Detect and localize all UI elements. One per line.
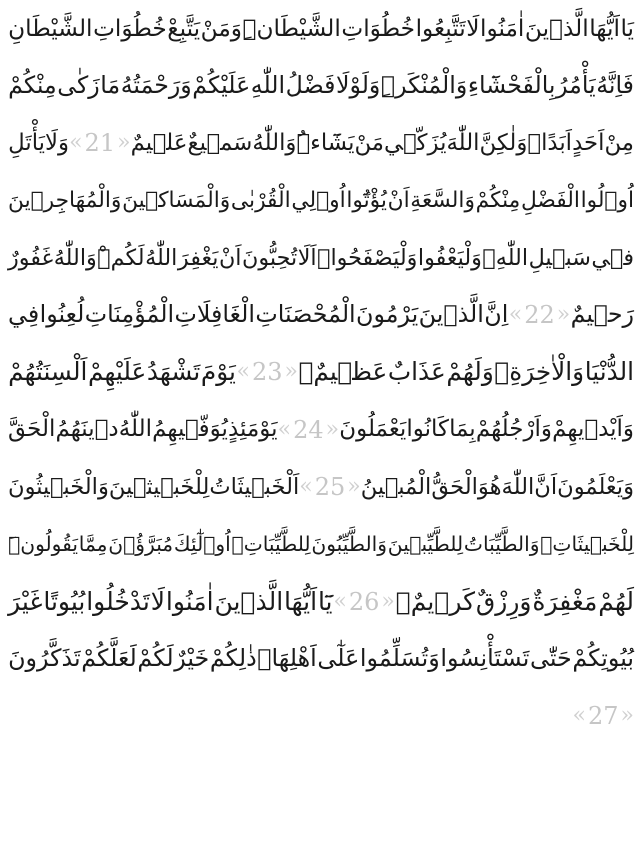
verse-number: 23 (251, 358, 283, 387)
arabic-word: خُطُوَاتِ (93, 15, 167, 43)
verse-number-marker (69, 129, 131, 158)
text-line (8, 458, 634, 515)
arabic-word: خَيْرٌ (174, 644, 210, 673)
arabic-word: الْمُؤْمِنَاتِ (84, 300, 175, 329)
arabic-word: رَح۪يمٌ (570, 300, 634, 329)
arabic-word: د۪ينَهُمُ (55, 416, 119, 443)
arabic-word: لَكُمْۜ (97, 244, 145, 271)
arabic-word: يَعْمَلُونَ (339, 416, 407, 443)
arabic-word: سَم۪يعٌ (187, 129, 253, 156)
arabic-word: بِمَا (449, 416, 476, 443)
arabic-word: يَشَٓاءُۜ (296, 129, 355, 156)
arabic-word: اَنْ (387, 187, 410, 213)
arabic-word: وَرَحْمَتُهُ (120, 71, 192, 100)
arabic-word: اَيُّهَا (284, 587, 318, 617)
arabic-word: اللّٰهَ (446, 129, 480, 156)
arabic-word: يُؤْتُٓوا (346, 187, 387, 213)
arabic-word: اُو۬لٰٓئِكَ (173, 532, 231, 557)
arabic-word: مَا (100, 71, 121, 100)
text-line (8, 57, 634, 114)
arabic-word: وَاللّٰهُ (53, 244, 97, 271)
text-line (8, 115, 634, 172)
arabic-word: لِلطَّيِّب۪ينَ (387, 532, 464, 557)
text-line (8, 229, 634, 286)
verse-number-marker (236, 358, 298, 387)
arabic-word: لُعِنُوا (39, 300, 85, 329)
arabic-word: مَغْفِرَةٌ (532, 587, 598, 617)
arabic-word: وَالْاٰخِرَةِۖ (494, 357, 585, 387)
arabic-word: الشَّيْطَانِۜ (242, 15, 341, 43)
text-line (8, 573, 634, 630)
arabic-word: اٰمَنُوا (165, 587, 214, 617)
arabic-word: عَظ۪يمٌۙ (298, 357, 388, 387)
arabic-word: ف۪ي (591, 244, 634, 271)
arabic-word: الْحَقُّ (431, 473, 478, 500)
arabic-word: ذٰلِكُمْ (209, 644, 257, 673)
arabic-word: كَر۪يمٌ۟ (395, 587, 476, 617)
verse-marker-ornament-icon: « (333, 588, 347, 614)
verse-number-marker (333, 587, 395, 616)
arabic-word: هُوَ (477, 473, 502, 500)
arabic-word: يَقُولُونَۜ (8, 532, 79, 557)
arabic-word: بِالْفَحْشَٓاءِ (467, 71, 556, 100)
arabic-word: لِلْخَب۪يثَاتِۚ (540, 532, 634, 557)
arabic-word: اَلَا (297, 244, 317, 271)
verse-marker-ornament-icon: « (69, 130, 83, 156)
arabic-word: وَالْمَسَاك۪ينَ (122, 187, 231, 213)
text-line (8, 172, 634, 229)
verse-marker-ornament-icon: » (325, 416, 340, 442)
arabic-word: يُزَكّ۪ي (384, 129, 447, 156)
arabic-word: مُبَرَّؤُ۫نَ (108, 532, 174, 557)
text-line (8, 516, 634, 573)
arabic-word: مَنْ (354, 129, 384, 156)
arabic-word: اَحَدٍ (572, 129, 605, 156)
verse-marker-ornament-icon: » (347, 474, 361, 500)
arabic-word: اللّٰهِۖ (482, 244, 529, 271)
arabic-word: يَرْمُونَ (356, 300, 419, 329)
arabic-word: يَٓا (317, 587, 333, 617)
verse-marker-ornament-icon: « (572, 703, 586, 729)
verse-marker-ornament-icon: » (284, 359, 298, 385)
arabic-word: الَّذ۪ينَ (418, 300, 484, 329)
arabic-word: اُو۬لِي (291, 187, 346, 213)
text-line (8, 401, 634, 458)
arabic-word: فَاِنَّهُ (596, 71, 634, 100)
arabic-word: الْمُحْصَنَاتِ (255, 300, 356, 329)
verse-number: 24 (293, 415, 324, 444)
arabic-word: مِمَّا (78, 532, 108, 557)
arabic-word: مِنْكُمْ (8, 71, 57, 100)
arabic-word: سَب۪يلِ (528, 244, 591, 271)
arabic-word: وَالْمُهَاجِر۪ينَ (8, 187, 122, 213)
arabic-word: تُحِبُّونَ (242, 244, 298, 271)
arabic-word: بُيُوتًا (43, 587, 86, 617)
text-line (8, 630, 634, 687)
arabic-word: اِنَّ (484, 300, 509, 329)
arabic-word: حَتّٰى (530, 644, 572, 673)
arabic-word: وَالطَّيِّبُونَ (311, 532, 388, 557)
arabic-word: غَيْرَ (8, 587, 43, 617)
arabic-word: عَلَيْكُمْ (192, 71, 251, 100)
arabic-word: الْقُرْبٰى (230, 187, 291, 213)
verse-number-marker (299, 473, 361, 502)
arabic-word: يُوَفّ۪يهِمُ (152, 416, 228, 443)
arabic-word: وَلَهُمْ (446, 357, 494, 387)
arabic-word: يَغْفِرَ (177, 244, 219, 271)
arabic-word: اَلْسِنَتُهُمْ (8, 357, 88, 387)
arabic-word: عَذَابٌ (387, 357, 446, 387)
arabic-word: وَلْيَصْفَحُواۜ (317, 244, 418, 271)
arabic-word: اَلْخَب۪يثَاتُ (209, 473, 300, 500)
arabic-word: مِنْكُمْ (475, 187, 521, 213)
verse-number: 25 (314, 473, 346, 502)
arabic-word: الْغَافِلَاتِ (174, 300, 255, 329)
arabic-word: غَفُورٌ (8, 244, 54, 271)
verse-number: 22 (524, 301, 555, 330)
arabic-word: تَشْهَدُ (146, 357, 201, 387)
verse-number-marker (508, 301, 571, 330)
arabic-word: الْحَقَّ (8, 416, 56, 443)
arabic-word: اَنَّ (534, 473, 558, 500)
verse-number: 21 (84, 129, 116, 158)
arabic-word: الدُّنْيَا (584, 357, 634, 387)
arabic-word: الَّذ۪ينَ (214, 587, 284, 617)
arabic-word: اٰمَنُوا (480, 15, 525, 43)
arabic-word: تَدْخُلُوا (86, 587, 150, 617)
arabic-word: يَوْمَ (200, 357, 236, 387)
arabic-word: الشَّيْطَانِ (8, 15, 93, 43)
arabic-word: اَنْ (218, 244, 242, 271)
text-line (8, 344, 634, 401)
verse-number: 26 (348, 587, 380, 616)
arabic-word: لَعَلَّكُمْ (81, 644, 137, 673)
arabic-word: الَّذ۪ينَ (524, 15, 589, 43)
text-line (8, 0, 634, 57)
arabic-word: اَيُّهَا (589, 15, 620, 43)
arabic-word: لَهُمْ (598, 587, 634, 617)
text-line (8, 286, 634, 343)
verse-number-marker (277, 415, 340, 444)
arabic-word: لِلْخَب۪يث۪ينَ (108, 473, 210, 500)
arabic-word: اللّٰهُ (145, 244, 178, 271)
arabic-word: عَلَيْهِمْ (88, 357, 147, 387)
arabic-word: وَلْيَعْفُوا (417, 244, 482, 271)
arabic-word: يَتَّبِعْ (167, 15, 201, 43)
arabic-word: وَالطَّيِّبَاتُ (463, 532, 540, 557)
arabic-word: خُطُوَاتِ (341, 15, 416, 43)
arabic-word: الْمُب۪ينُ (360, 473, 432, 500)
arabic-word: كَانُوا (406, 416, 449, 443)
arabic-word: اللّٰهُ (118, 416, 152, 443)
arabic-word: اللّٰهَ (501, 473, 535, 500)
verse-marker-ornament-icon: » (381, 588, 395, 614)
arabic-word: مِنْ (604, 129, 634, 156)
verse-marker-ornament-icon: » (620, 703, 634, 729)
arabic-word: اَبَدًاۙ (527, 129, 573, 156)
arabic-word: وَاللّٰهُ (252, 129, 297, 156)
verse-number: 27 (587, 702, 619, 731)
arabic-word: لَا (150, 587, 166, 617)
arabic-word: وَلَا (45, 129, 70, 156)
verse-number-marker (572, 702, 634, 731)
verse-marker-ornament-icon: « (277, 416, 292, 442)
arabic-word: يَأْتَلِ (8, 129, 45, 156)
arabic-word: اللّٰهِ (250, 71, 286, 100)
arabic-word: لِلطَّيِّبَاتِۚ (231, 532, 311, 557)
arabic-word: وَرِزْقٌ (475, 587, 532, 617)
arabic-word: وَتُسَلِّمُوا (359, 644, 440, 673)
arabic-word: وَالْخَب۪يثُونَ (8, 473, 109, 500)
arabic-word: فَضْلُ (285, 71, 336, 100)
verse-marker-ornament-icon: » (556, 302, 571, 328)
verse-marker-ornament-icon: « (508, 302, 523, 328)
arabic-word: وَالسَّعَةِ (410, 187, 475, 213)
arabic-word: وَالْمُنْكَرِۜ (380, 71, 468, 100)
arabic-word: تَتَّبِعُوا (415, 15, 466, 43)
arabic-word: الْفَضْلِ (520, 187, 580, 213)
arabic-word: وَاَيْد۪يهِمْ (552, 416, 634, 443)
arabic-word: لَكُمْ (137, 644, 174, 673)
arabic-word: عَل۪يمٌ (130, 129, 188, 156)
arabic-word: يَا (620, 15, 634, 43)
verse-marker-ornament-icon: « (236, 359, 250, 385)
arabic-word: فِي (8, 300, 40, 329)
arabic-word: لَا (466, 15, 480, 43)
arabic-word: وَاَرْجُلُهُمْ (475, 416, 552, 443)
arabic-word: يَوْمَئِذٍ (228, 416, 278, 443)
arabic-word: تَذَكَّرُونَ (8, 644, 81, 673)
text-line (8, 688, 634, 745)
verse-marker-ornament-icon: « (299, 474, 313, 500)
arabic-word: يَأْمُرُ (556, 71, 596, 100)
arabic-word: وَيَعْلَمُونَ (557, 473, 634, 500)
arabic-word: وَلٰكِنَّ (479, 129, 528, 156)
arabic-word: زَكٰى (57, 71, 100, 100)
arabic-word: اَهْلِهَاۜ (257, 644, 317, 673)
arabic-word: اُو۬لُوا (580, 187, 634, 213)
arabic-word: وَلَوْلَا (335, 71, 381, 100)
arabic-word: تَسْتَأْنِسُوا (440, 644, 530, 673)
arabic-word: عَلٰٓى (317, 644, 360, 673)
arabic-word: وَمَنْ (200, 15, 242, 43)
verse-marker-ornament-icon: » (117, 130, 131, 156)
arabic-word: بُيُوتِكُمْ (572, 644, 634, 673)
